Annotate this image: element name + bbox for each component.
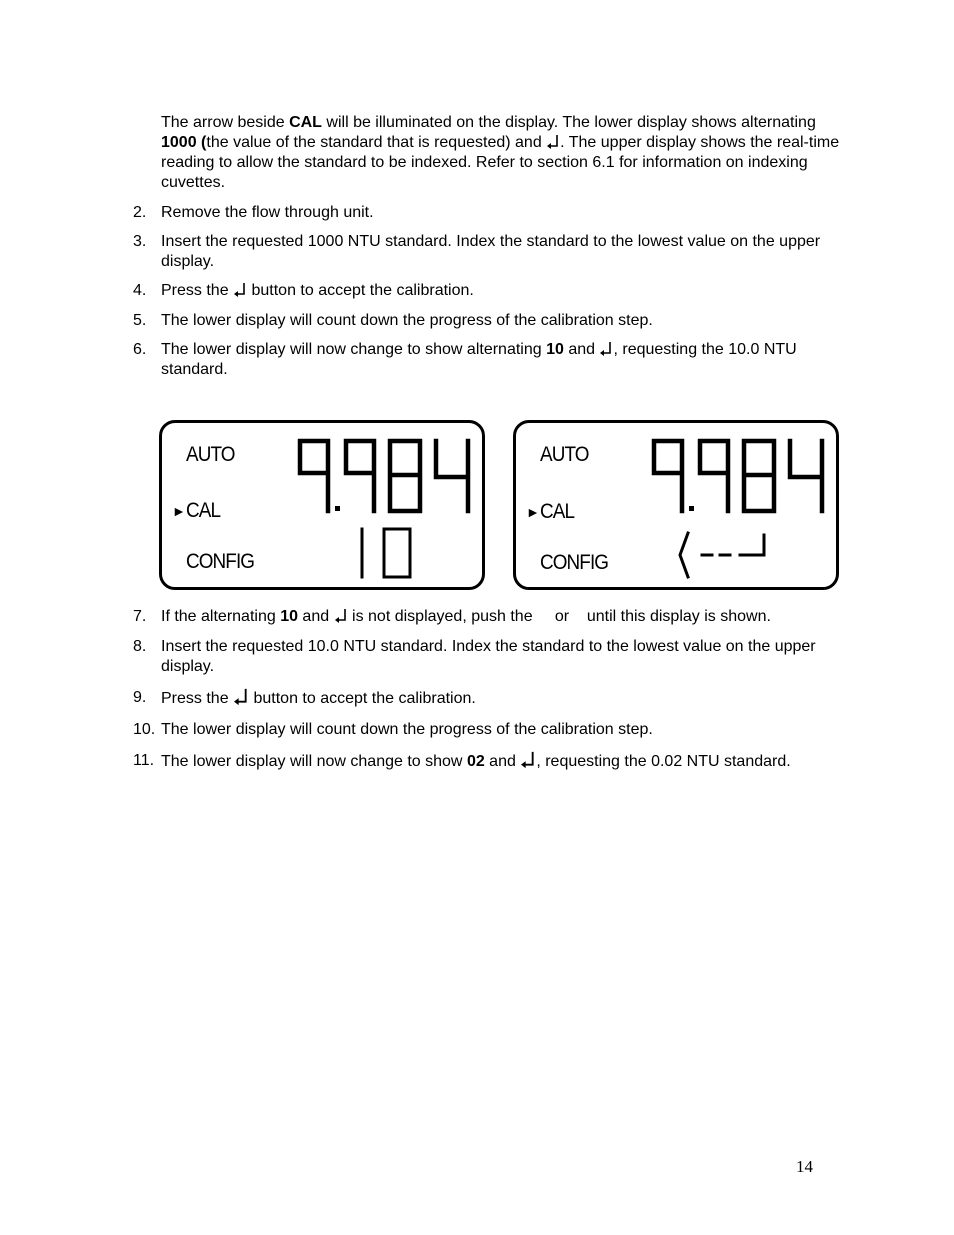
enter-icon (521, 751, 535, 769)
lcd-display-left (159, 420, 485, 590)
intro-paragraph (161, 113, 841, 193)
item-text (161, 688, 843, 709)
upper-reading (646, 437, 836, 517)
auto-label: AUTO (540, 443, 589, 466)
item-text: The lower display will count down the progress of the calibration step. (161, 721, 653, 738)
item-number: 11. (133, 752, 155, 769)
upper-reading (292, 437, 482, 517)
intro-text-3: the value of the standard that is requested) and (206, 134, 547, 151)
enter-prompt-icon (674, 527, 774, 585)
item-text-pre: The lower display will now change to show alternating (161, 341, 547, 358)
enter-icon (600, 342, 612, 356)
lower-reading (348, 523, 428, 581)
item-text: The lower display will count down the progress of the calibration step. (161, 312, 653, 329)
item-text-mid: and (563, 341, 600, 358)
item-text-post: is not displayed, push the or until this display is shown. (347, 608, 771, 625)
enter-icon (547, 135, 559, 149)
item-text-bold: 10 (280, 608, 298, 625)
item-text-post: , requesting the 10.0 NTU standard. (161, 341, 797, 378)
config-label: CONFIG (540, 551, 609, 574)
item-text-post: , requesting the 0.02 NTU standard. (536, 753, 791, 770)
item-text-mid: and (297, 608, 334, 625)
item-text-pre: The lower display will now change to show (161, 753, 467, 770)
item-text (161, 607, 843, 627)
item-number: 6. (133, 341, 147, 358)
intro-bold-1000: 1000 ( (161, 134, 207, 151)
intro-text-2: will be illuminated on the display. The lower display shows alternating (321, 114, 816, 131)
item-text: Remove the flow through unit. (161, 204, 374, 221)
item-text: Insert the requested 1000 NTU standard. Index the standard to the lowest value on the upper display. (161, 233, 821, 270)
config-label: CONFIG (186, 550, 255, 573)
item-text-bold: 02 (466, 753, 485, 770)
item-number: 5. (133, 312, 147, 329)
intro-bold-cal: CAL (289, 114, 322, 131)
item-text-post: button to accept the calibration. (247, 282, 474, 299)
cal-pointer-icon: ► (172, 503, 186, 519)
item-text-bold: 10 (546, 341, 564, 358)
item-number: 9. (133, 689, 147, 706)
cal-label: CAL (540, 500, 575, 523)
item-number: 2. (133, 204, 147, 221)
enter-icon (335, 609, 347, 623)
intro-text-1: The arrow beside (161, 114, 290, 131)
cal-label: CAL (186, 499, 221, 522)
item-number: 10. (133, 721, 156, 738)
item-text-mid: and (484, 753, 521, 770)
item-text-pre: Press the (161, 282, 234, 299)
item-text (161, 281, 843, 301)
intro-text-4: . The upper display shows the real-time reading to allow the standard to be indexed. Refer to section 6.1 for information on indexing cuvettes. (161, 134, 840, 191)
page-number: 14 (796, 1157, 813, 1176)
item-number: 3. (133, 233, 147, 250)
item-text-pre: Press the (161, 690, 234, 707)
item-text (161, 751, 843, 772)
item-number: 4. (133, 282, 147, 299)
item-number: 8. (133, 638, 147, 655)
item-text-post: button to accept the calibration. (249, 690, 476, 707)
item-text (161, 340, 843, 380)
enter-icon (234, 688, 248, 706)
item-text-pre: If the alternating (161, 608, 281, 625)
cal-pointer-icon: ► (526, 504, 540, 520)
item-number: 7. (133, 608, 147, 625)
lcd-display-right (513, 420, 839, 590)
enter-icon (234, 283, 246, 297)
auto-label: AUTO (186, 443, 235, 466)
item-text: Insert the requested 10.0 NTU standard. Index the standard to the lowest value on the upper display. (161, 638, 816, 675)
